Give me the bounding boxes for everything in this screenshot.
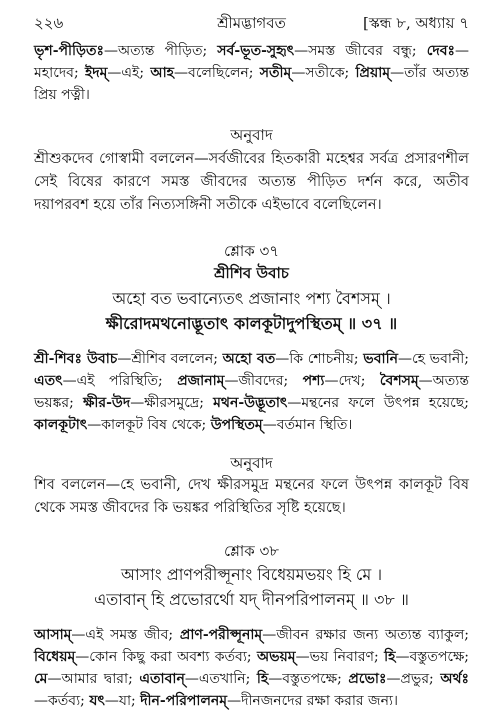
synonym-meaning: —তাঁর অত্যন্ত প্রিয় পত্নী। xyxy=(34,65,469,103)
synonym-word: বৈশসম্ xyxy=(379,373,419,389)
synonym-word: অর্থঃ xyxy=(440,671,469,687)
synonym-word: হি xyxy=(384,649,396,665)
synonym-word: বিধেয়ম্ xyxy=(34,649,76,665)
synonym-meaning: —অত্যন্ত ভয়ঙ্কর; xyxy=(34,373,469,411)
verse-speaker: শ্রীশিব উবাচ xyxy=(214,264,289,282)
synonym-meaning: —বর্তমান স্থিতি। xyxy=(262,417,353,433)
synonym-word: ভৃশ-পীড়িতঃ xyxy=(34,43,105,59)
synonym-word: প্রিয়াম্ xyxy=(355,65,391,81)
translation-previous: শ্রীশুকদেব গোস্বামী বললেন—সর্বজীবের হিতকারী মহেশ্বর সর্বত্র প্রসারণশীল সেই বিষের কারণে সমস্ত জীবদের অত্যন্ত পীড়িত দর্শন করে, অতীব দয়াপরবশ হয়ে তাঁর নিত্যসঙ্গিনী সতীকে এইভাবে বলেছিলেন। xyxy=(34,151,469,213)
synonym-meaning: —জীবন রক্ষার জন্য অত্যন্ত ব্যাকুল; xyxy=(262,627,469,643)
synonym-word: ক্ষীর-উদ xyxy=(83,395,131,411)
synonym-word: মে xyxy=(34,671,48,687)
chapter-reference: [স্কন্ধ ৮, অধ্যায় ৭ xyxy=(362,14,469,32)
verse-number-37: শ্লোক ৩৭ xyxy=(224,242,279,260)
synonym-word: এতাবান্ xyxy=(139,671,185,687)
verse-number-38: শ্লোক ৩৮ xyxy=(224,542,279,560)
verse-37-line-2: ক্ষীরোদমথনোদ্ভূতাৎ কালকূটাদুপস্থিতম্ ॥ ৩৭ ॥ xyxy=(105,314,398,333)
synonym-word: কালকূটাৎ xyxy=(34,417,88,433)
synonym-meaning: —যা; xyxy=(104,693,141,709)
synonym-meaning: —মন্থনের ফলে উৎপন্ন হয়েছে; xyxy=(287,395,469,411)
synonym-word: সর্ব-ভূত-সুহৃৎ xyxy=(217,43,295,59)
verse-37-text xyxy=(34,286,469,336)
synonym-word: এতৎ xyxy=(34,373,63,389)
synonym-meaning: —কোন কিছু করা অবশ্য কর্তব্য; xyxy=(75,649,257,665)
synonym-word: ইদম্ xyxy=(84,65,108,81)
book-title: শ্রীমদ্ভাগবত xyxy=(217,14,286,32)
synonym-word: প্রভোঃ xyxy=(348,671,387,687)
translation-heading-37: অনুবাদ xyxy=(230,454,273,472)
page-number: ২২৬ xyxy=(34,14,64,32)
synonym-meaning: —এই পরিস্থিতি; xyxy=(62,373,178,389)
synonym-meaning: —জীবদের; xyxy=(224,373,303,389)
synonym-meaning: —আমার দ্বারা; xyxy=(47,671,140,687)
synonym-word: প্রজানাম্ xyxy=(177,373,225,389)
synonym-meaning: —কি শোচনীয়; xyxy=(275,351,364,367)
verse-37-line-1: অহো বত ভবান্যেতৎ প্রজানাং পশ্য বৈশসম্ । xyxy=(112,289,391,308)
synonym-word: হি xyxy=(256,671,269,687)
synonym-meaning: —বস্তুতপক্ষে; xyxy=(268,671,349,687)
synonym-word: যৎ xyxy=(89,693,105,709)
synonym-meaning: —অত্যন্ত পীড়িত; xyxy=(104,43,218,59)
synonym-meaning: —কালকূট বিষ থেকে; xyxy=(87,417,211,433)
synonym-word: মথন-উদ্ভূতাৎ xyxy=(213,395,288,411)
synonym-meaning: —এই সমস্ত জীব; xyxy=(71,627,180,643)
synonym-meaning: —কর্তব্য; xyxy=(34,693,90,709)
synonym-meaning: —ভয় নিবারণ; xyxy=(295,649,385,665)
page-header xyxy=(34,12,469,34)
synonym-word: পশ্য xyxy=(302,373,325,389)
translation-verse-37: শিব বললেন—হে ভবানী, দেখ ক্ষীরসমুদ্র মন্থনের ফলে উৎপন্ন কালকূট বিষ থেকে সমস্ত জীবদের কি ভয়ঙ্কর পরিস্থিতির সৃষ্টি হয়েছে। xyxy=(34,477,469,516)
synonym-word: ভবানি xyxy=(363,351,398,367)
verse-38-line-1: আসাং প্রাণপরীপ্সূনাং বিধেয়মভয়ং হি মে । xyxy=(120,565,383,584)
synonym-word: আহ xyxy=(150,65,175,81)
synonym-word: অভয়ম্ xyxy=(256,649,296,665)
synonym-word: প্রাণ-পরীপ্সূনাম্ xyxy=(179,627,263,643)
synonym-word: দেবঃ xyxy=(426,43,456,59)
verse-38-line-2: এতাবান্ হি প্রভোরর্থো যদ্ দীনপরিপালনম্ ॥ ৩৮ ॥ xyxy=(94,590,409,609)
synonym-meaning: —দেখ; xyxy=(324,373,380,389)
synonym-meaning: —সমস্ত জীবের বন্ধু; xyxy=(294,43,427,59)
synonym-word: আসাম্ xyxy=(34,627,72,643)
verse-38-text xyxy=(34,562,469,612)
synonyms-verse-38 xyxy=(34,624,469,712)
translation-heading: অনুবাদ xyxy=(230,126,273,144)
synonym-meaning: —দীনজনদের রক্ষা করার জন্য। xyxy=(227,693,398,709)
synonym-meaning: —মহাদেব; xyxy=(34,43,470,81)
synonym-meaning: —হে ভবানী; xyxy=(397,351,470,367)
synonym-meaning: —এতখানি; xyxy=(184,671,257,687)
synonym-word: সতীম্ xyxy=(259,65,292,81)
synonym-meaning: —প্রভুর; xyxy=(386,671,441,687)
synonym-meaning: —বলেছিলেন; xyxy=(174,65,260,81)
synonym-word: শ্রী-শিবঃ উবাচ xyxy=(34,351,118,367)
synonyms-verse-37 xyxy=(34,348,469,436)
synonym-meaning: —ক্ষীরসমুদ্রে; xyxy=(130,395,214,411)
synonyms-previous xyxy=(34,40,469,106)
synonym-word: দীন-পরিপালনম্ xyxy=(140,693,228,709)
synonym-word: অহো বত xyxy=(222,351,276,367)
synonym-meaning: —এই; xyxy=(107,65,151,81)
synonym-meaning: —শ্রীশিব বললেন; xyxy=(117,351,223,367)
synonym-word: উপস্থিতম্ xyxy=(210,417,263,433)
synonym-meaning: —সতীকে; xyxy=(291,65,356,81)
synonym-meaning: —বস্তুতপক্ষে; xyxy=(395,649,470,665)
